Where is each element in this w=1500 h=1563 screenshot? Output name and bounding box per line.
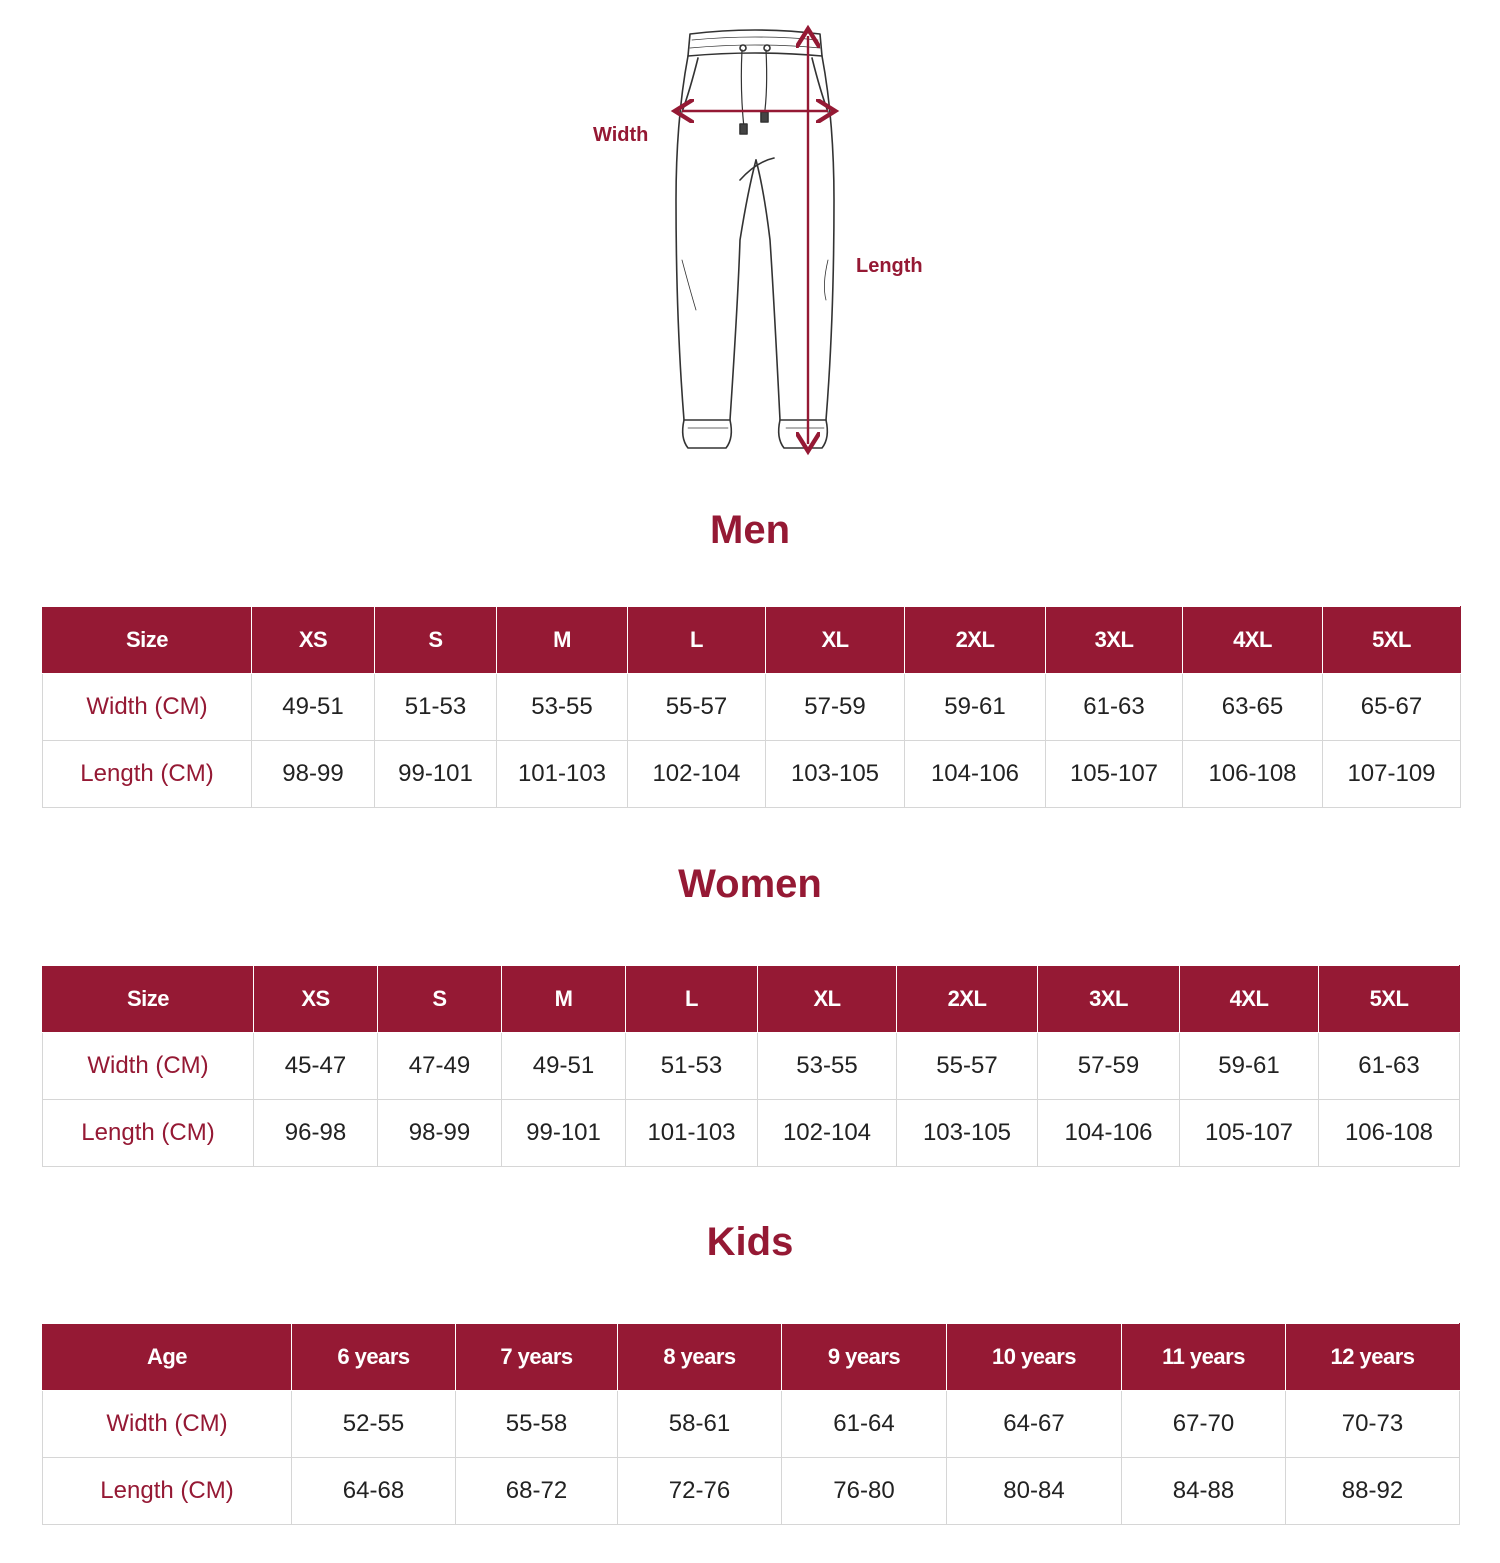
header-size-cell: 3XL: [1046, 607, 1183, 674]
header-size-cell: 4XL: [1183, 607, 1323, 674]
header-label-cell: Age: [43, 1324, 292, 1391]
table-row: [43, 741, 1461, 808]
header-size-cell: 11 years: [1122, 1324, 1286, 1391]
measurement-cell: 51-53: [375, 674, 497, 741]
measurement-cell: 67-70: [1122, 1391, 1286, 1458]
header-size-cell: XL: [758, 966, 897, 1033]
measurement-cell: 57-59: [1038, 1033, 1180, 1100]
header-size-cell: 8 years: [618, 1324, 782, 1391]
measurement-cell: 103-105: [766, 741, 905, 808]
measurement-cell: 99-101: [375, 741, 497, 808]
measurement-cell: 105-107: [1180, 1100, 1319, 1167]
measurement-cell: 61-63: [1046, 674, 1183, 741]
header-size-cell: M: [502, 966, 626, 1033]
table-header-row: [43, 1324, 1460, 1391]
measurement-cell: 84-88: [1122, 1458, 1286, 1525]
measurement-cell: 104-106: [905, 741, 1046, 808]
row-label-cell: Length (CM): [43, 1458, 292, 1525]
header-size-cell: L: [628, 607, 766, 674]
header-size-cell: 12 years: [1286, 1324, 1460, 1391]
measurement-cell: 61-64: [782, 1391, 947, 1458]
men-title: Men: [710, 508, 790, 552]
measurement-cell: 72-76: [618, 1458, 782, 1525]
measurement-cell: 64-67: [947, 1391, 1122, 1458]
measurement-cell: 102-104: [758, 1100, 897, 1167]
measurement-cell: 45-47: [254, 1033, 378, 1100]
row-label-cell: Length (CM): [43, 1100, 254, 1167]
header-size-cell: S: [378, 966, 502, 1033]
measurement-cell: 49-51: [502, 1033, 626, 1100]
table-header-row: [43, 966, 1460, 1033]
header-label-cell: Size: [43, 607, 252, 674]
measurement-cell: 104-106: [1038, 1100, 1180, 1167]
header-size-cell: 6 years: [292, 1324, 456, 1391]
measurement-cell: 53-55: [758, 1033, 897, 1100]
header-size-cell: 5XL: [1319, 966, 1460, 1033]
measurement-cell: 49-51: [252, 674, 375, 741]
header-size-cell: 2XL: [897, 966, 1038, 1033]
header-size-cell: 5XL: [1323, 607, 1461, 674]
measurement-cell: 102-104: [628, 741, 766, 808]
women-title: Women: [678, 862, 822, 906]
header-size-cell: XS: [254, 966, 378, 1033]
header-size-cell: 7 years: [456, 1324, 618, 1391]
kids-title: Kids: [706, 1220, 794, 1264]
measurement-cell: 76-80: [782, 1458, 947, 1525]
header-size-cell: 9 years: [782, 1324, 947, 1391]
measurement-cell: 103-105: [897, 1100, 1038, 1167]
table-row: [43, 1458, 1460, 1525]
measurement-cell: 64-68: [292, 1458, 456, 1525]
row-label-cell: Width (CM): [43, 674, 252, 741]
measurement-cell: 101-103: [626, 1100, 758, 1167]
table-row: [43, 1100, 1460, 1167]
header-size-cell: XS: [252, 607, 375, 674]
measurement-cell: 63-65: [1183, 674, 1323, 741]
measurement-cell: 55-58: [456, 1391, 618, 1458]
kids-size-table: [42, 1323, 1460, 1525]
measurement-cell: 101-103: [497, 741, 628, 808]
header-size-cell: L: [626, 966, 758, 1033]
table-row: [43, 674, 1461, 741]
row-label-cell: Width (CM): [43, 1391, 292, 1458]
header-size-cell: XL: [766, 607, 905, 674]
women-size-table: [42, 965, 1460, 1167]
measurement-diagram: [0, 0, 1500, 470]
table-row: [43, 1391, 1460, 1458]
header-size-cell: M: [497, 607, 628, 674]
measurement-cell: 55-57: [628, 674, 766, 741]
header-label-cell: Size: [43, 966, 254, 1033]
measurement-cell: 88-92: [1286, 1458, 1460, 1525]
measurement-cell: 80-84: [947, 1458, 1122, 1525]
measurement-cell: 58-61: [618, 1391, 782, 1458]
measurement-cell: 65-67: [1323, 674, 1461, 741]
table-header-row: [43, 607, 1461, 674]
row-label-cell: Width (CM): [43, 1033, 254, 1100]
measurement-cell: 52-55: [292, 1391, 456, 1458]
measurement-cell: 68-72: [456, 1458, 618, 1525]
measurement-cell: 70-73: [1286, 1391, 1460, 1458]
measurement-cell: 106-108: [1183, 741, 1323, 808]
measurement-cell: 105-107: [1046, 741, 1183, 808]
measurement-cell: 107-109: [1323, 741, 1461, 808]
pants-illustration: [0, 0, 1500, 470]
measurement-cell: 106-108: [1319, 1100, 1460, 1167]
measurement-cell: 51-53: [626, 1033, 758, 1100]
measurement-cell: 55-57: [897, 1033, 1038, 1100]
width-label: Width: [593, 124, 649, 146]
header-size-cell: 3XL: [1038, 966, 1180, 1033]
measurement-cell: 98-99: [252, 741, 375, 808]
measurement-cell: 99-101: [502, 1100, 626, 1167]
measurement-cell: 47-49: [378, 1033, 502, 1100]
header-size-cell: 10 years: [947, 1324, 1122, 1391]
measurement-cell: 59-61: [1180, 1033, 1319, 1100]
header-size-cell: 2XL: [905, 607, 1046, 674]
length-label: Length: [856, 255, 923, 277]
table-row: [43, 1033, 1460, 1100]
header-size-cell: 4XL: [1180, 966, 1319, 1033]
measurement-cell: 61-63: [1319, 1033, 1460, 1100]
measurement-cell: 57-59: [766, 674, 905, 741]
header-size-cell: S: [375, 607, 497, 674]
row-label-cell: Length (CM): [43, 741, 252, 808]
measurement-cell: 96-98: [254, 1100, 378, 1167]
measurement-cell: 59-61: [905, 674, 1046, 741]
men-size-table: [42, 606, 1461, 808]
measurement-cell: 53-55: [497, 674, 628, 741]
measurement-cell: 98-99: [378, 1100, 502, 1167]
